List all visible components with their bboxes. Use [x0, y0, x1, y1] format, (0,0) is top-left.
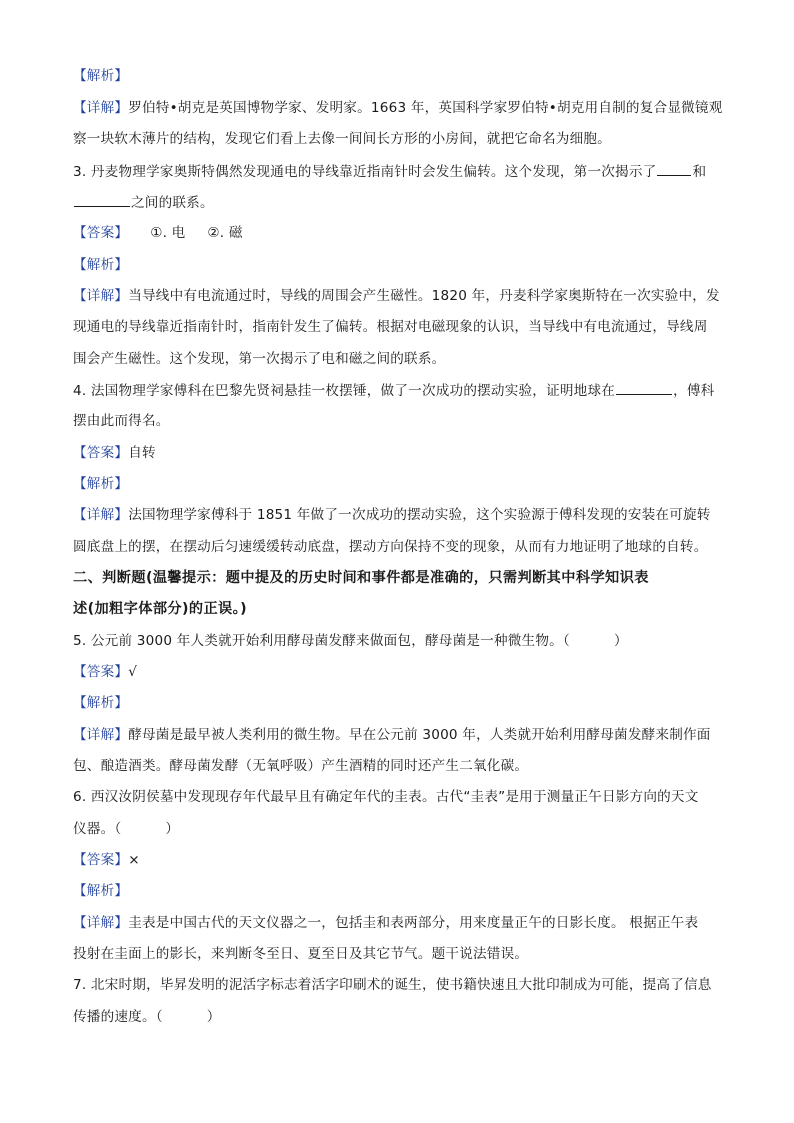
q6-answer: 【答案】×	[73, 852, 140, 868]
q3-stem-line-2: 之间的联系。	[73, 192, 214, 213]
q4-stem-line-1: 4. 法国物理学家傅科在巴黎先贤祠悬挂一枚摆锤，做了一次成功的摆动实验，证明地球在 ，傅科	[73, 380, 714, 401]
section-heading-line-2: 述(加粗字体部分)的正误。)	[73, 601, 248, 617]
q3-stem-line-1: 3. 丹麦物理学家奥斯特偶然发现通电的导线靠近指南针时会发生偏转。这个发现，第一次揭示了 和	[73, 161, 706, 182]
q3-answer: 【答案】 ①. 电 ②. 磁	[73, 225, 243, 241]
q3-detail-line-3: 围会产生磁性。这个发现，第一次揭示了电和磁之间的联系。	[73, 351, 446, 367]
section-heading-line-1: 二、判断题(温馨提示：题中提及的历史时间和事件都是准确的，只需判断其中科学知识表	[73, 570, 649, 586]
answer-blank	[74, 192, 130, 207]
q4-analysis-tag: 【解析】	[73, 476, 129, 492]
q3-detail-line-1: 【详解】当导线中有电流通过时，导线的周围会产生磁性。1820 年，丹麦科学家奥斯特在一次实验中，发	[73, 288, 720, 304]
q2-detail-line-1: 【详解】罗伯特•胡克是英国博物学家、发明家。1663 年，英国科学家罗伯特•胡克用自制的复合显微镜观	[73, 100, 723, 116]
q4-stem-line-2: 摆由此而得名。	[73, 413, 170, 429]
q6-stem-line-2: 仪器。（ ）	[73, 821, 180, 837]
q5-stem: 5. 公元前 3000 年人类就开始利用酵母菌发酵来做面包，酵母菌是一种微生物。（ ）	[73, 633, 628, 649]
q4-answer: 【答案】自转	[73, 445, 156, 461]
q3-analysis-tag: 【解析】	[73, 257, 129, 273]
q2-detail-line-2: 察一块软木薄片的结构，发现它们看上去像一间间长方形的小房间，就把它命名为细胞。	[73, 131, 611, 147]
q6-stem-line-1: 6. 西汉汝阴侯墓中发现现存年代最早且有确定年代的圭表。古代“圭表”是用于测量正午日影方向的天文	[73, 789, 699, 805]
q4-detail-line-2: 圆底盘上的摆，在摆动后匀速缓缓转动底盘，摆动方向保持不变的现象，从而有力地证明了地球的自转。	[73, 539, 708, 555]
answer-blank	[657, 161, 691, 176]
q4-detail-line-1: 【详解】法国物理学家傅科于 1851 年做了一次成功的摆动实验，这个实验源于傅科发现的安装在可旋转	[73, 507, 711, 523]
q5-detail-line-2: 包、酿造酒类。酵母菌发酵（无氧呼吸）产生酒精的同时还产生二氧化碳。	[73, 758, 529, 774]
q5-analysis-tag: 【解析】	[73, 695, 129, 711]
answer-blank	[616, 380, 672, 395]
q2-analysis-tag: 【解析】	[73, 68, 129, 84]
q3-detail-line-2: 现通电的导线靠近指南针时，指南针发生了偏转。根据对电磁现象的认识，当导线中有电流通过，导线周	[73, 319, 708, 335]
q7-stem-line-2: 传播的速度。（ ）	[73, 1009, 221, 1025]
q5-detail-line-1: 【详解】酵母菌是最早被人类利用的微生物。早在公元前 3000 年，人类就开始利用酵母菌发酵来制作面	[73, 727, 711, 743]
q6-detail-line-1: 【详解】圭表是中国古代的天文仪器之一，包括圭和表两部分，用来度量正午的日影长度。 根据正午表	[73, 915, 699, 931]
q6-detail-line-2: 投射在圭面上的影长，来判断冬至日、夏至日及其它节气。题干说法错误。	[73, 946, 529, 962]
q5-answer: 【答案】√	[73, 664, 138, 680]
q6-analysis-tag: 【解析】	[73, 883, 129, 899]
q7-stem-line-1: 7. 北宋时期，毕昇发明的泥活字标志着活字印刷术的诞生，使书籍快速且大批印制成为可能，提高了信息	[73, 977, 712, 993]
